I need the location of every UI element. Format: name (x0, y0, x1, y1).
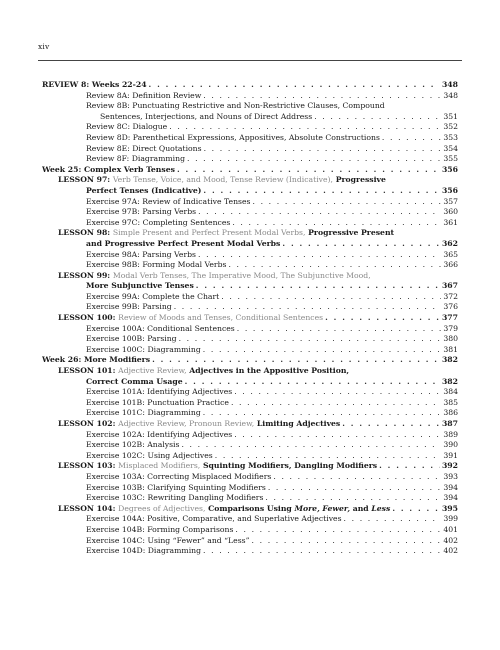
toc-page-number: 382 (441, 355, 458, 365)
dot-leader (185, 377, 440, 388)
toc-title: Exercise 104C: Using “Fewer” and “Less” (86, 535, 250, 545)
toc-entry-text (86, 334, 177, 345)
toc-entry-text (42, 355, 150, 366)
toc-entry-text (100, 112, 312, 123)
toc-entry (42, 377, 458, 388)
dot-leader (221, 292, 441, 303)
toc-entry (42, 313, 458, 324)
toc-page-number: 365 (443, 249, 458, 259)
lesson-review-topics: Modal Verb Tenses, The Imperative Mood, The Subjunctive Mood, (112, 270, 371, 280)
toc-entry (42, 451, 458, 462)
toc-title: Correct Comma Usage (86, 376, 183, 386)
toc-title: REVIEW 8: Weeks 22-24 (42, 80, 147, 89)
toc-title: and Progressive Perfect Present Modal Verbs (86, 238, 281, 248)
toc-entry-text (86, 101, 385, 112)
toc-entry-text (86, 525, 233, 536)
toc-title: Exercise 102B: Analysis (86, 440, 180, 450)
toc-entry-text (86, 536, 250, 547)
lesson-new-topics: Adjectives in the Appositive Position, (189, 366, 350, 376)
toc-entry (42, 165, 458, 176)
toc-page-number: 382 (441, 376, 458, 386)
lesson-emphasis: More, Fewer, (294, 503, 351, 513)
toc-title: Exercise 99A: Complete the Chart (86, 291, 220, 301)
lesson-label: LESSON 100: (58, 313, 116, 323)
toc-page-number: 391 (443, 450, 458, 460)
dot-leader (231, 398, 441, 409)
toc-title: Exercise 102C: Using Adjectives (86, 450, 213, 460)
table-of-contents (42, 80, 458, 557)
toc-entry (42, 387, 458, 398)
toc-entry (42, 536, 458, 547)
toc-entry (42, 419, 458, 430)
toc-page-number: 348 (441, 80, 458, 89)
toc-entry (42, 271, 458, 282)
toc-entry-text (86, 260, 226, 271)
toc-entry-text (86, 133, 380, 144)
dot-leader (187, 154, 441, 165)
dot-leader (252, 536, 442, 547)
toc-entry (42, 430, 458, 441)
dot-leader (314, 112, 441, 123)
toc-page-number: 366 (443, 260, 458, 270)
toc-title: Exercise 103B: Clarifying Squinting Modifiers (86, 482, 266, 492)
toc-title: Review 8B: Punctuating Restrictive and Non-Restrictive Clauses, Compound (86, 101, 385, 111)
toc-entry-text (58, 313, 323, 324)
dot-leader (177, 165, 440, 176)
lesson-new-topics: Progressive (335, 175, 386, 185)
dot-leader (234, 430, 441, 441)
toc-title: Exercise 98A: Parsing Verbs (86, 249, 196, 259)
toc-page-number: 401 (443, 524, 458, 534)
toc-entry (42, 281, 458, 292)
toc-entry (42, 345, 458, 356)
dot-leader (252, 197, 441, 208)
toc-title: Exercise 97B: Parsing Verbs (86, 207, 197, 217)
toc-page-number: 356 (441, 164, 458, 174)
toc-entry (42, 175, 458, 186)
dot-leader (174, 302, 442, 313)
toc-title: Exercise 104B: Forming Comparisons (86, 524, 234, 534)
toc-page-number: 351 (443, 111, 458, 121)
toc-title: Week 26: More Modifiers (42, 355, 151, 365)
toc-entry-text (86, 483, 266, 494)
toc-entry (42, 546, 458, 557)
toc-entry (42, 228, 458, 239)
toc-page-number: 362 (441, 238, 458, 248)
toc-entry-text (86, 197, 250, 208)
toc-entry-text (58, 419, 340, 430)
dot-leader (234, 387, 441, 398)
toc-title: Exercise 104D: Diagramming (86, 546, 202, 556)
dot-leader (344, 514, 442, 525)
toc-title: Exercise 98B: Forming Modal Verbs (86, 260, 227, 270)
toc-entry-text (86, 302, 172, 313)
toc-entry-text (86, 377, 183, 388)
toc-title: Review 8D: Parenthetical Expressions, Appositives, Absolute Constructions (86, 132, 380, 142)
lesson-label: LESSON 99: (58, 270, 111, 280)
toc-title: Exercise 103C: Rewriting Dangling Modifiers (86, 493, 264, 503)
toc-entry-text (86, 345, 201, 356)
toc-entry-text (86, 239, 280, 250)
toc-entry (42, 197, 458, 208)
toc-entry-text (86, 207, 196, 218)
lesson-review-topics: Verb Tense, Voice, and Mood, Tense Review (Indicative), (112, 175, 334, 185)
toc-entry-text (86, 514, 342, 525)
toc-entry-text (86, 281, 194, 292)
toc-entry-text (86, 122, 167, 133)
lesson-label: LESSON 101: (58, 366, 116, 376)
dot-leader (203, 91, 441, 102)
toc-page-number: 402 (443, 546, 458, 556)
dot-leader (203, 546, 441, 557)
dot-leader (149, 80, 440, 91)
toc-entry-text (42, 165, 175, 176)
dot-leader (235, 525, 441, 536)
dot-leader (198, 250, 441, 261)
dot-leader (152, 355, 440, 366)
toc-entry (42, 493, 458, 504)
toc-entry-text (86, 324, 235, 335)
lesson-review-topics: Degrees of Adjectives, (118, 503, 206, 513)
toc-title: Exercise 100A: Conditional Sentences (86, 323, 235, 333)
toc-title: Exercise 97A: Review of Indicative Tenses (86, 196, 251, 206)
toc-page-number: 372 (443, 291, 458, 301)
toc-entry-text (42, 80, 147, 91)
toc-title: Exercise 103A: Correcting Misplaced Modifiers (86, 471, 272, 481)
toc-entry (42, 504, 458, 515)
toc-entry-text (86, 186, 201, 197)
toc-page-number: 384 (443, 387, 458, 397)
toc-page-number: 389 (443, 429, 458, 439)
toc-entry (42, 461, 458, 472)
toc-entry (42, 207, 458, 218)
dot-leader (382, 133, 441, 144)
toc-entry (42, 144, 458, 155)
toc-title: Review 8A: Definition Review (86, 90, 202, 100)
toc-entry (42, 355, 458, 366)
toc-page-number: 367 (441, 281, 458, 291)
toc-entry (42, 472, 458, 483)
toc-entry (42, 366, 458, 377)
dot-leader (237, 324, 442, 335)
toc-entry-text (58, 366, 349, 377)
toc-entry (42, 302, 458, 313)
toc-title: Week 25: Complex Verb Tenses (42, 164, 175, 174)
toc-entry-text (86, 408, 201, 419)
toc-title: Review 8C: Dialogue (86, 122, 168, 132)
toc-entry (42, 154, 458, 165)
toc-entry-text (58, 504, 390, 515)
toc-entry (42, 398, 458, 409)
lesson-review-topics: Misplaced Modifiers, (118, 461, 201, 471)
page-folio: xiv (38, 42, 50, 51)
dot-leader (392, 504, 440, 515)
toc-entry-text (58, 175, 386, 186)
toc-page-number: 376 (443, 302, 458, 312)
lesson-topic-joiner: and (352, 503, 369, 513)
toc-entry (42, 324, 458, 335)
dot-leader (196, 281, 440, 292)
toc-title: Exercise 97C: Completing Sentences (86, 217, 231, 227)
dot-leader (379, 461, 440, 472)
toc-entry-text (58, 228, 394, 239)
toc-title: Exercise 102A: Identifying Adjectives (86, 429, 233, 439)
toc-entry (42, 250, 458, 261)
toc-entry-text (86, 154, 185, 165)
toc-entry (42, 440, 458, 451)
toc-entry-text (86, 292, 219, 303)
toc-entry (42, 334, 458, 345)
dot-leader (203, 345, 442, 356)
dot-leader (204, 144, 442, 155)
toc-title: Exercise 100C: Diagramming (86, 344, 201, 354)
lesson-label: LESSON 104: (58, 503, 116, 513)
header-rule (38, 60, 462, 61)
toc-title: Review 8F: Diagramming (86, 154, 185, 164)
toc-entry-text (86, 493, 263, 504)
toc-page-number: 356 (441, 185, 458, 195)
toc-entry-text (86, 91, 201, 102)
dot-leader (203, 408, 442, 419)
toc-page-number: 348 (443, 90, 458, 100)
lesson-new-topics: Progressive Present (308, 228, 395, 238)
lesson-label: LESSON 103: (58, 461, 116, 471)
dot-leader (325, 313, 440, 324)
toc-title: Exercise 101A: Identifying Adjectives (86, 387, 233, 397)
dot-leader (198, 207, 441, 218)
toc-title: Exercise 101B: Punctuation Practice (86, 397, 229, 407)
toc-page-number: 402 (443, 535, 458, 545)
toc-page-number: 399 (443, 514, 458, 524)
dot-leader (179, 334, 442, 345)
lesson-new-topics: Comparisons Using (208, 503, 292, 513)
toc-page-number: 352 (443, 122, 458, 132)
toc-entry (42, 483, 458, 494)
dot-leader (265, 493, 441, 504)
toc-page-number: 379 (443, 323, 458, 333)
lesson-new-topics: Limiting Adjectives (256, 419, 341, 428)
toc-page-number: 392 (441, 461, 458, 471)
toc-title: Review 8E: Direct Quotations (86, 143, 202, 153)
toc-page-number: 394 (443, 493, 458, 503)
lesson-label: LESSON 97: (58, 175, 111, 185)
toc-entry (42, 186, 458, 197)
toc-page-number: 377 (441, 313, 458, 323)
toc-entry (42, 292, 458, 303)
lesson-emphasis: Less (371, 503, 391, 513)
toc-title: Perfect Tenses (Indicative) (86, 185, 202, 195)
dot-leader (268, 483, 441, 494)
toc-entry (42, 260, 458, 271)
toc-entry (42, 514, 458, 525)
toc-title: Exercise 100B: Parsing (86, 334, 177, 344)
toc-title: Exercise 101C: Diagramming (86, 408, 201, 418)
toc-page-number: 360 (443, 207, 458, 217)
toc-page-number: 353 (443, 132, 458, 142)
dot-leader (181, 440, 441, 451)
toc-page-number: 361 (443, 217, 458, 227)
lesson-review-topics: Simple Present and Perfect Present Modal Verbs, (112, 228, 306, 238)
toc-entry (42, 91, 458, 102)
dot-leader (273, 472, 441, 483)
dot-leader (203, 186, 440, 197)
toc-page-number: 394 (443, 482, 458, 492)
toc-entry-text (86, 144, 202, 155)
toc-entry (42, 80, 458, 91)
toc-title: Sentences, Interjections, and Nouns of Direct Address (100, 111, 313, 121)
toc-entry (42, 122, 458, 133)
toc-entry-text (86, 398, 229, 409)
lesson-label: LESSON 102: (58, 419, 116, 428)
toc-entry-text (86, 250, 196, 261)
toc-entry (42, 112, 458, 123)
toc-entry-text (86, 430, 232, 441)
toc-entry-text (86, 218, 230, 229)
toc-entry (42, 133, 458, 144)
toc-entry (42, 218, 458, 229)
toc-title: Exercise 99B: Parsing (86, 302, 172, 312)
toc-page-number: 355 (443, 154, 458, 164)
toc-entry-text (86, 472, 271, 483)
toc-page-number: 381 (443, 344, 458, 354)
lesson-review-topics: Review of Moods and Tenses, Conditional Sentences (118, 313, 324, 323)
toc-page-number: 393 (443, 471, 458, 481)
dot-leader (228, 260, 441, 271)
dot-leader (215, 451, 442, 462)
toc-entry-text (58, 271, 371, 282)
toc-entry-text (86, 451, 213, 462)
toc-entry-text (86, 546, 201, 557)
toc-entry-text (86, 440, 179, 451)
toc-page-number: 354 (443, 143, 458, 153)
toc-entry-text (86, 387, 232, 398)
toc-page-number: 385 (443, 397, 458, 407)
dot-leader (342, 419, 440, 430)
toc-page-number: 395 (441, 503, 458, 513)
toc-entry (42, 101, 458, 112)
toc-entry (42, 239, 458, 250)
lesson-new-topics: Squinting Modifiers, Dangling Modifiers (202, 461, 378, 471)
toc-entry (42, 408, 458, 419)
toc-page-number: 387 (441, 419, 458, 428)
toc-entry (42, 525, 458, 536)
toc-page-number: 357 (443, 196, 458, 206)
dot-leader (169, 122, 441, 133)
dot-leader (282, 239, 440, 250)
toc-title: More Subjunctive Tenses (86, 281, 194, 291)
toc-page-number: 386 (443, 408, 458, 418)
lesson-label: LESSON 98: (58, 228, 111, 238)
lesson-review-topics: Adjective Review, Pronoun Review, (118, 419, 255, 428)
toc-page-number: 390 (443, 440, 458, 450)
toc-title: Exercise 104A: Positive, Comparative, and Superlative Adjectives (86, 514, 342, 524)
lesson-review-topics: Adjective Review, (118, 366, 187, 376)
dot-leader (232, 218, 441, 229)
toc-entry-text (58, 461, 377, 472)
toc-page-number: 380 (443, 334, 458, 344)
